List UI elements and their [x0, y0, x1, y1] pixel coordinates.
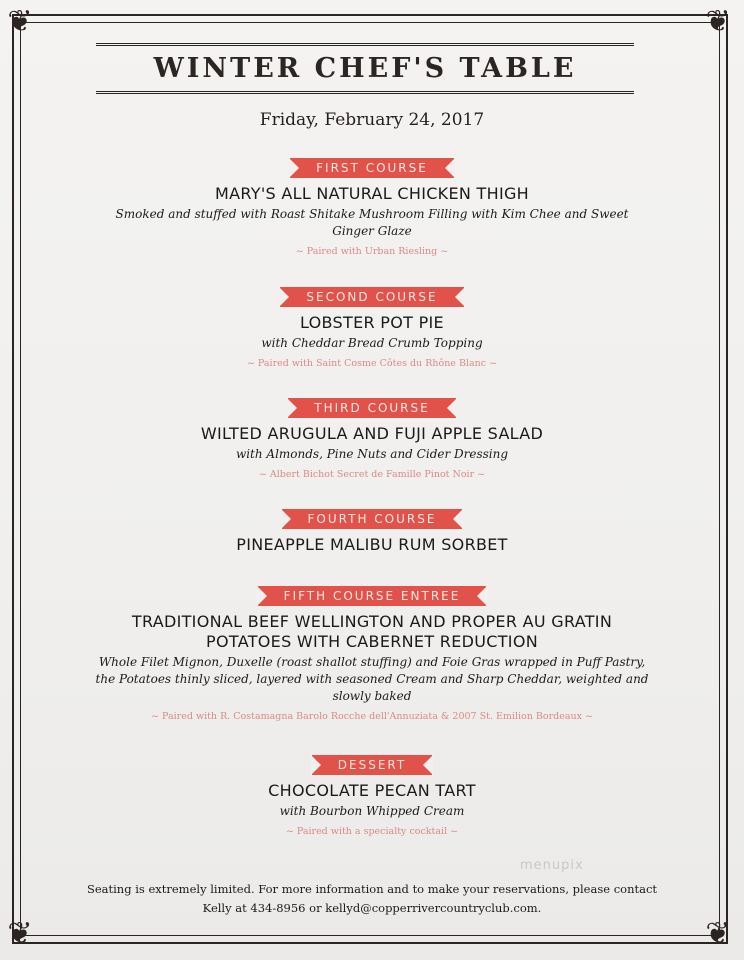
dish-description: with Almonds, Pine Nuts and Cider Dressing — [235, 447, 509, 461]
event-date: Friday, February 24, 2017 — [259, 110, 485, 130]
flourish-ornament-icon: ❦ — [705, 4, 731, 39]
course-banner: FOURTH COURSE — [282, 509, 463, 529]
contact-line: Kelly at 434-8956 or kellyd@copperrivercountryclub.com. — [202, 901, 542, 915]
dish-name: CHOCOLATE PECAN TART — [268, 781, 476, 800]
course-banner: DESSERT — [312, 755, 432, 775]
dish-description: with Cheddar Bread Crumb Topping — [261, 336, 483, 350]
course-banner: FIFTH COURSE ENTREE — [258, 586, 487, 606]
course-second — [0, 286, 744, 369]
course-banner: SECOND COURSE — [280, 287, 463, 307]
wine-pairing: ~ Paired with R. Costamagna Barolo Rocche dell'Annuziata & 2007 St. Emilion Bordeaux ~ — [151, 711, 593, 722]
title-frame — [96, 43, 634, 94]
dish-name: MARY'S ALL NATURAL CHICKEN THIGH — [215, 184, 529, 203]
flourish-ornament-icon: ❦ — [7, 4, 33, 39]
flourish-ornament-icon: ❦ — [705, 916, 731, 951]
dish-description: Whole Filet Mignon, Duxelle (roast shallot stuffing) and Foie Gras wrapped in Puff Pastry, the Potatoes thinly sliced, layered with seasoned Cream and Sharp Cheddar, weighted and slowly baked — [95, 655, 649, 703]
dish-name: LOBSTER POT PIE — [300, 313, 444, 332]
dish-name: WILTED ARUGULA AND FUJI APPLE SALAD — [200, 424, 544, 443]
course-third — [0, 397, 744, 480]
wine-pairing: ~ Paired with Saint Cosme Côtes du Rhône Blanc ~ — [246, 358, 498, 369]
dish-name: TRADITIONAL BEEF WELLINGTON AND PROPER AU GRATIN POTATOES WITH CABERNET REDUCTION — [131, 612, 613, 651]
dish-name: PINEAPPLE MALIBU RUM SORBET — [236, 535, 508, 554]
wine-pairing: ~ Albert Bichot Secret de Famille Pinot Noir ~ — [258, 469, 486, 480]
dish-description: Smoked and stuffed with Roast Shitake Mushroom Filling with Kim Chee and Sweet Ginger Glaze — [115, 207, 629, 238]
footer-line: Seating is extremely limited. For more information and to make your reservations, please contact — [86, 882, 658, 896]
wine-pairing: ~ Paired with a specialty cocktail ~ — [285, 826, 459, 837]
watermark-text: menupix — [520, 858, 584, 873]
wine-pairing: ~ Paired with Urban Riesling ~ — [295, 246, 449, 257]
reservation-footer — [0, 880, 744, 918]
dish-description: with Bourbon Whipped Cream — [279, 804, 465, 818]
course-dessert — [0, 754, 744, 837]
flourish-ornament-icon: ❦ — [7, 916, 33, 951]
course-banner: THIRD COURSE — [288, 398, 455, 418]
menu-title: WINTER CHEF'S TABLE — [153, 53, 577, 84]
course-fifth — [0, 585, 744, 722]
course-banner: FIRST COURSE — [290, 158, 454, 178]
course-first — [0, 157, 744, 257]
course-fourth — [0, 508, 744, 555]
